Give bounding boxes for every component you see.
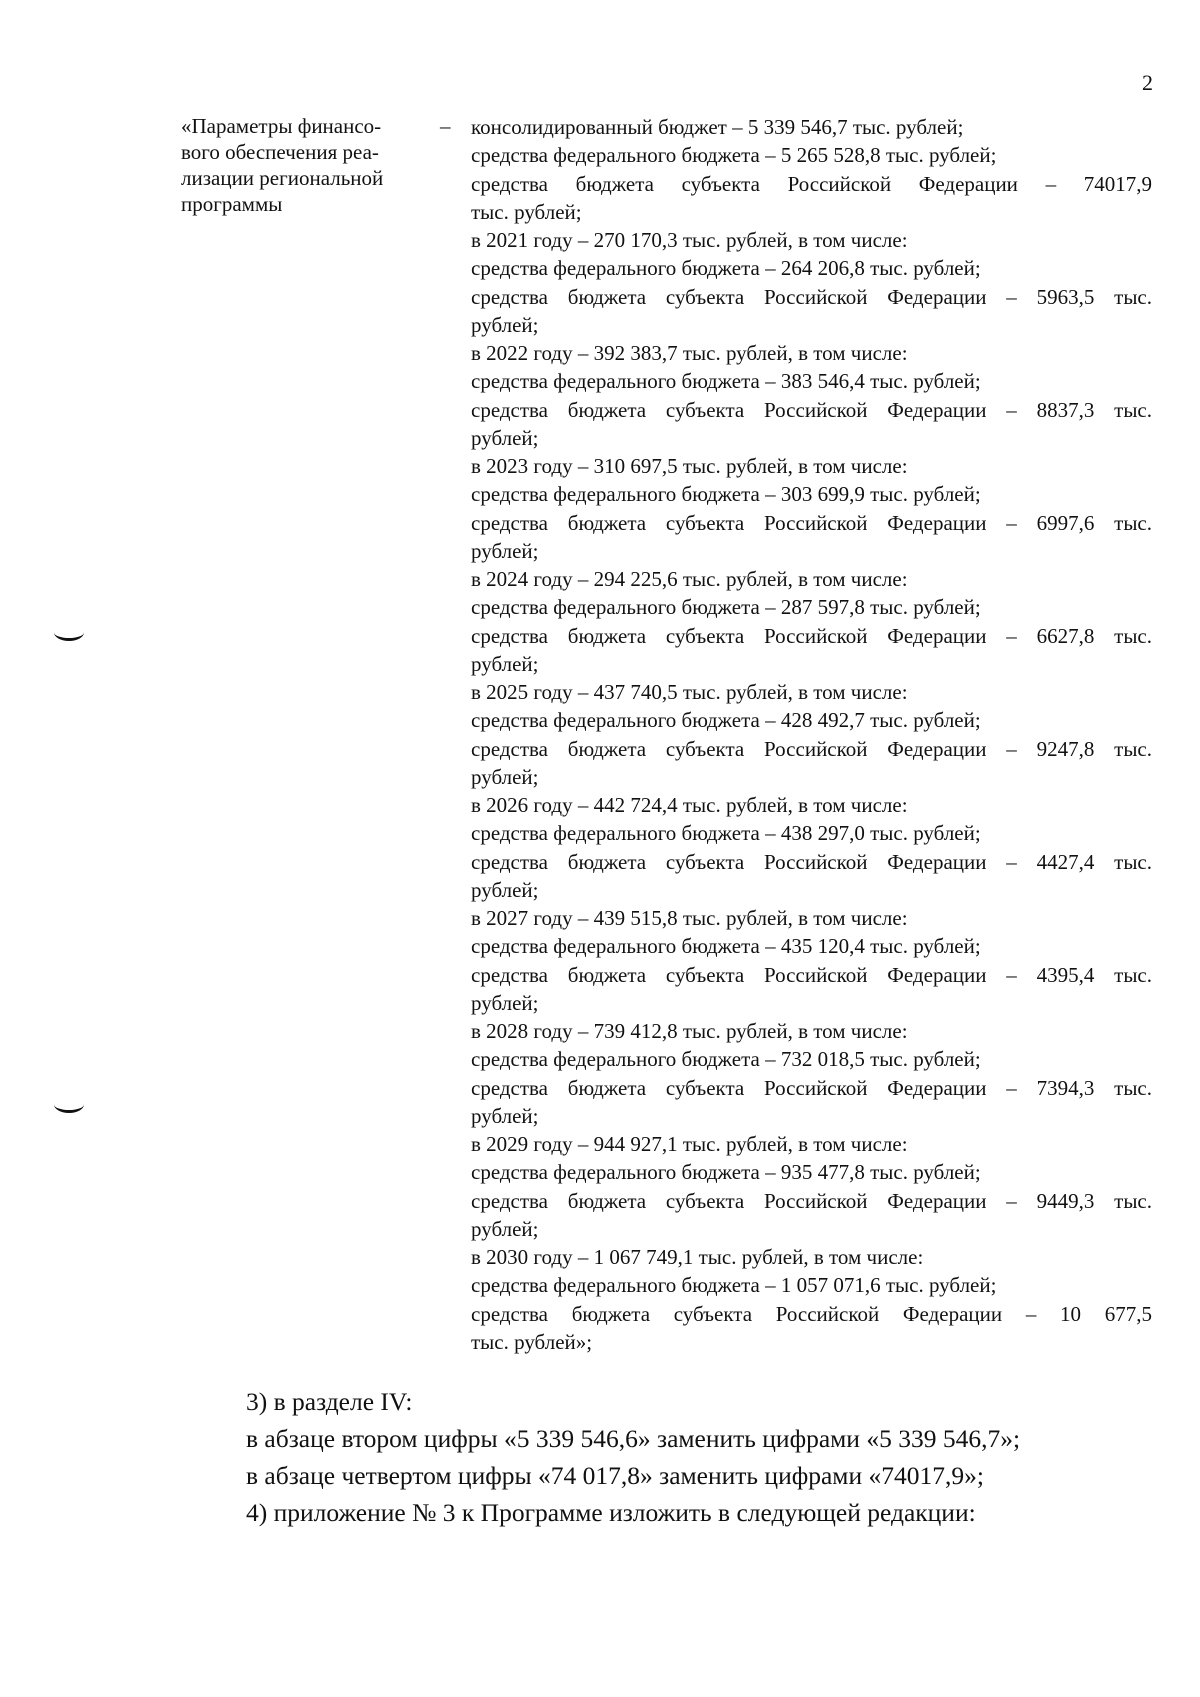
- parameter-line: средства бюджета субъекта Российской Федерации – 6627,8 тыс.: [471, 623, 1152, 648]
- parameter-line: средства федерального бюджета – 438 297,0 тыс. рублей;: [471, 821, 981, 846]
- amendment-line: в абзаце втором цифры «5 339 546,6» заменить цифрами «5 339 546,7»;: [246, 1424, 1021, 1453]
- parameter-line: средства бюджета субъекта Российской Федерации – 6997,6 тыс.: [471, 510, 1152, 535]
- parameter-line: средства федерального бюджета – 383 546,4 тыс. рублей;: [471, 369, 981, 394]
- parameter-line: рублей;: [471, 651, 539, 676]
- parameter-line: средства бюджета субъекта Российской Федерации – 7394,3 тыс.: [471, 1075, 1152, 1100]
- parameter-line: рублей;: [471, 538, 539, 563]
- parameter-line: в 2030 году – 1 067 749,1 тыс. рублей, в том числе:: [471, 1245, 924, 1269]
- parameter-line: средства федерального бюджета – 5 265 528,8 тыс. рублей;: [471, 143, 997, 168]
- parameter-line: средства бюджета субъекта Российской Федерации – 5963,5 тыс.: [471, 284, 1152, 309]
- parameter-line: средства федерального бюджета – 435 120,4 тыс. рублей;: [471, 934, 981, 959]
- parameter-line: в 2023 году – 310 697,5 тыс. рублей, в том числе:: [471, 454, 908, 478]
- parameter-line: средства федерального бюджета – 1 057 071,6 тыс. рублей;: [471, 1273, 997, 1298]
- parameter-line: рублей;: [471, 764, 539, 789]
- parameter-line: рублей;: [471, 1103, 539, 1128]
- parameter-label: «Параметры финансо- вого обеспечения реа- лизации региональной программы: [181, 114, 384, 216]
- parameter-line: рублей;: [471, 877, 539, 902]
- scan-mark: [54, 624, 84, 641]
- parameter-line: в 2029 году – 944 927,1 тыс. рублей, в том числе:: [471, 1132, 908, 1156]
- parameter-line: средства бюджета субъекта Российской Федерации – 74017,9: [471, 171, 1152, 196]
- parameter-line: рублей;: [471, 990, 539, 1015]
- parameter-line: средства федерального бюджета – 264 206,8 тыс. рублей;: [471, 256, 981, 281]
- scan-mark: [54, 1096, 84, 1113]
- parameter-line: средства бюджета субъекта Российской Федерации – 10 677,5: [471, 1301, 1152, 1326]
- parameter-dash: –: [440, 114, 451, 138]
- parameter-line: рублей;: [471, 312, 539, 337]
- parameter-line: в 2026 году – 442 724,4 тыс. рублей, в том числе:: [471, 793, 908, 817]
- parameter-line: тыс. рублей;: [471, 199, 582, 224]
- parameter-line: средства бюджета субъекта Российской Федерации – 9247,8 тыс.: [471, 736, 1152, 761]
- parameter-line: рублей;: [471, 1216, 539, 1241]
- parameter-line: средства федерального бюджета – 428 492,7 тыс. рублей;: [471, 708, 981, 733]
- parameter-line: средства федерального бюджета – 732 018,5 тыс. рублей;: [471, 1047, 981, 1072]
- parameter-line: рублей;: [471, 425, 539, 450]
- amendment-line: в абзаце четвертом цифры «74 017,8» заменить цифрами «74017,9»;: [246, 1461, 984, 1490]
- parameter-line: консолидированный бюджет – 5 339 546,7 тыс. рублей;: [471, 115, 964, 139]
- parameter-line: средства федерального бюджета – 303 699,9 тыс. рублей;: [471, 482, 981, 507]
- parameter-line: средства бюджета субъекта Российской Федерации – 4395,4 тыс.: [471, 962, 1152, 987]
- parameter-line: в 2021 году – 270 170,3 тыс. рублей, в том числе:: [471, 228, 908, 252]
- page-number: 2: [1142, 70, 1153, 95]
- parameter-line: тыс. рублей»;: [471, 1329, 593, 1354]
- parameter-line: средства бюджета субъекта Российской Федерации – 8837,3 тыс.: [471, 397, 1152, 422]
- parameter-line: в 2028 году – 739 412,8 тыс. рублей, в том числе:: [471, 1019, 908, 1043]
- parameter-line: в 2024 году – 294 225,6 тыс. рублей, в том числе:: [471, 567, 908, 591]
- parameter-line: в 2027 году – 439 515,8 тыс. рублей, в том числе:: [471, 906, 908, 930]
- parameter-line: средства федерального бюджета – 287 597,8 тыс. рублей;: [471, 595, 981, 620]
- parameter-line: в 2025 году – 437 740,5 тыс. рублей, в том числе:: [471, 680, 908, 704]
- parameter-line: средства бюджета субъекта Российской Федерации – 9449,3 тыс.: [471, 1188, 1152, 1213]
- parameter-line: средства бюджета субъекта Российской Федерации – 4427,4 тыс.: [471, 849, 1152, 874]
- parameter-line: средства федерального бюджета – 935 477,8 тыс. рублей;: [471, 1160, 981, 1185]
- amendments-list: [246, 1383, 1176, 1531]
- amendment-line: 3) в разделе IV:: [246, 1387, 413, 1416]
- amendment-line: 4) приложение № 3 к Программе изложить в следующей редакции:: [246, 1498, 976, 1527]
- parameter-values: [471, 113, 1152, 1356]
- parameter-line: в 2022 году – 392 383,7 тыс. рублей, в том числе:: [471, 341, 908, 365]
